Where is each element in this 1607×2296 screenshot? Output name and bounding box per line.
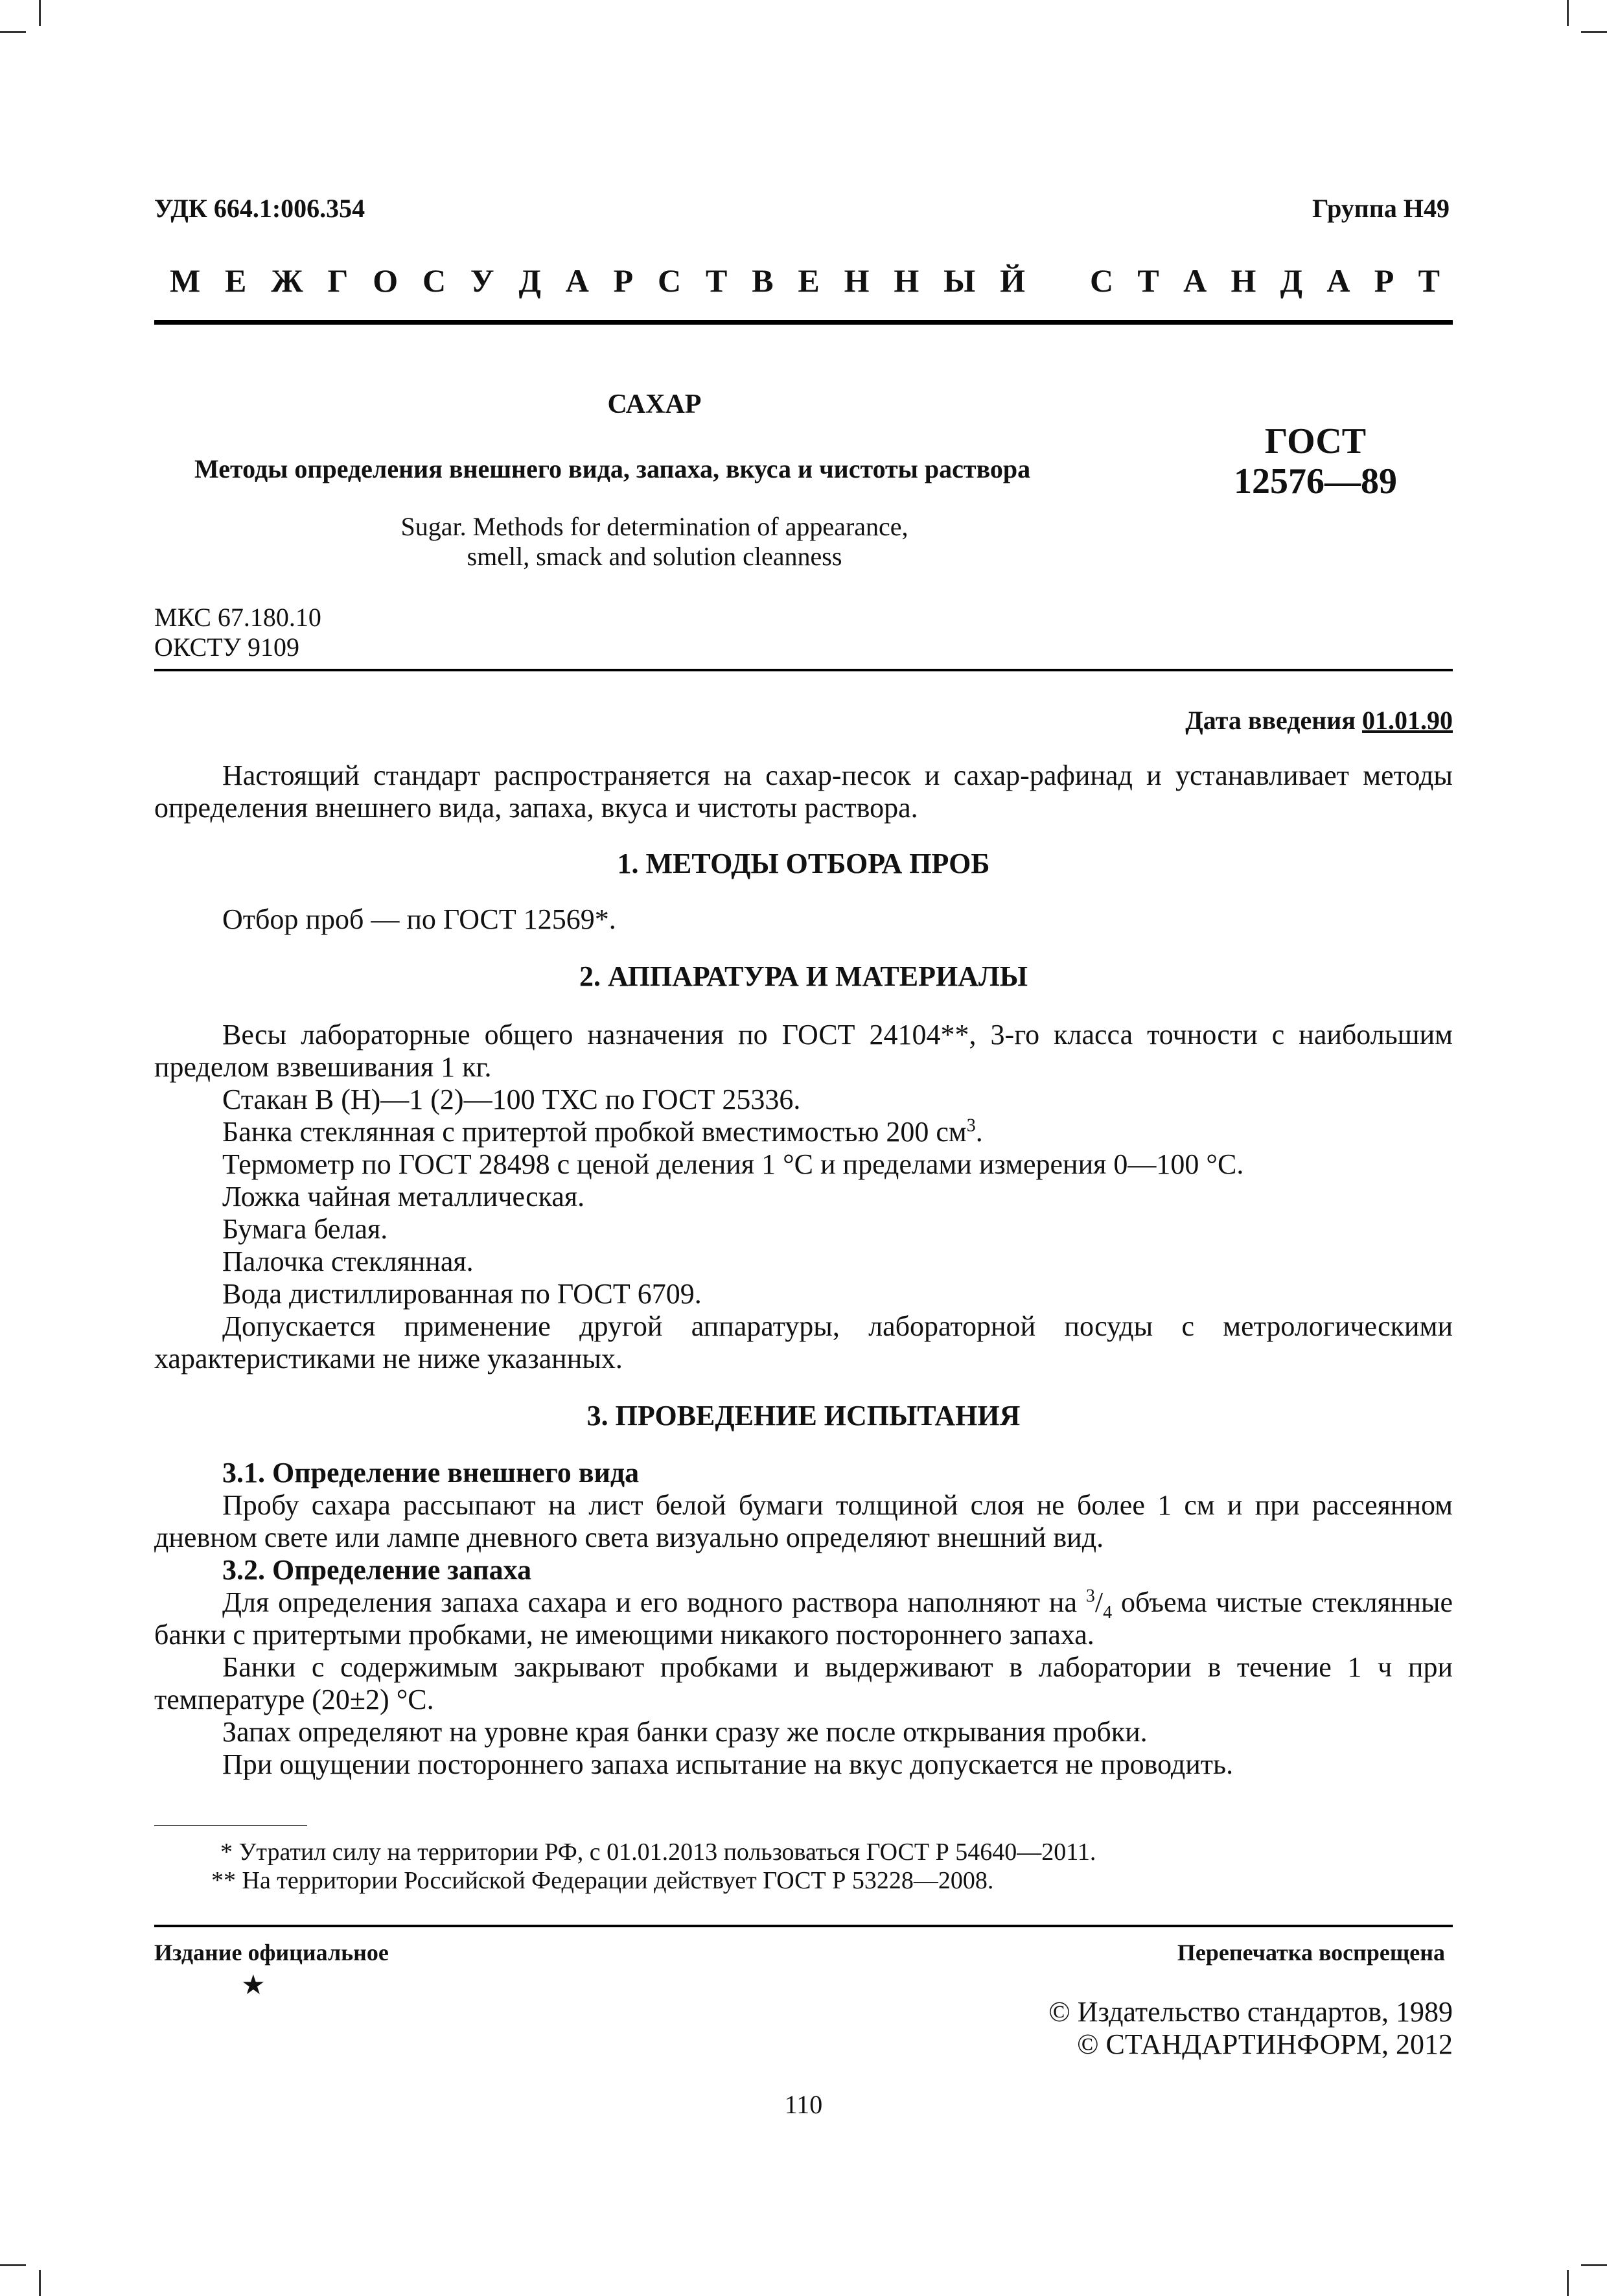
- smell-paragraph: Запах определяют на уровне края банки сразу же после открывания пробки.: [222, 1716, 1148, 1748]
- footnotes: [154, 1838, 1453, 1895]
- section-3-heading: 3. ПРОВЕДЕНИЕ ИСПЫТАНИЯ: [586, 1400, 1021, 1432]
- reprint-prohibited: Перепечатка воспрещена: [1177, 1940, 1445, 1966]
- subsection-3-1-text: Пробу сахара рассыпают на лист белой бумаги толщиной слоя не более 1 см и при рассеянном дневном свете или лампе дневного света визуально определяют внешний вид.: [154, 1489, 1453, 1553]
- section-1-text: Отбор проб — по ГОСТ 12569*.: [222, 903, 616, 935]
- gost-number: 12576—89: [1234, 461, 1397, 502]
- mks-code: МКС 67.180.10: [154, 603, 321, 632]
- intro-paragraph: Настоящий стандарт распространяется на сахар-песок и сахар-рафинад и устанавливает методы определения внешнего вида, запаха, вкуса и чистоты раствора.: [154, 760, 1453, 824]
- subsection-3-1-heading: 3.1. Определение внешнего вида: [222, 1457, 640, 1489]
- banner-word-2: С Т А Н Д А Р Т: [1090, 262, 1440, 299]
- equipment-item: Вода дистиллированная по ГОСТ 6709.: [222, 1278, 702, 1310]
- interstate-standard-banner: [170, 262, 1440, 299]
- equipment-item: Палочка стеклянная.: [222, 1246, 474, 1277]
- section-2-heading: 2. АППАРАТУРА И МАТЕРИАЛЫ: [579, 960, 1028, 992]
- equipment-item: Термометр по ГОСТ 28498 с ценой деления 1 °С и пределами измерения 0—100 °С.: [222, 1148, 1244, 1180]
- footnote-separator: [154, 1825, 307, 1826]
- group-code: Группа Н49: [1312, 194, 1450, 223]
- crop-mark: [39, 2270, 41, 2296]
- page-number: 110: [784, 2090, 823, 2119]
- document-title: САХАР: [607, 389, 702, 419]
- footnote-1: * Утратил силу на территории РФ, с 01.01.2013 пользоваться ГОСТ Р 54640—2011.: [220, 1838, 1096, 1866]
- okstu-code: ОКСТУ 9109: [154, 632, 300, 662]
- copyright-1: © Издательство стандартов, 1989: [1048, 1996, 1453, 2028]
- alternative-equipment-paragraph: Допускается применение другой аппаратуры, лабораторной посуды с метрологическими характеристиками не ниже указанных.: [154, 1310, 1453, 1374]
- section-1-heading: 1. МЕТОДЫ ОТБОРА ПРОБ: [617, 848, 990, 879]
- footnote-2: ** На территории Российской Федерации действует ГОСТ Р 53228—2008.: [211, 1867, 994, 1894]
- smell-paragraph: Банки с содержимым закрывают пробками и выдерживают в лаборатории в течение 1 ч при температуре (20±2) °С.: [154, 1651, 1453, 1715]
- classification-codes: [154, 603, 321, 662]
- document-body: [154, 760, 1453, 1781]
- udk-code: УДК 664.1:006.354: [154, 194, 365, 223]
- effective-date: [1185, 705, 1453, 736]
- equipment-item: Ложка чайная металлическая.: [222, 1181, 585, 1212]
- footer-rule: [154, 1925, 1453, 1927]
- crop-mark: [0, 31, 26, 33]
- crop-mark: [1581, 31, 1607, 33]
- subsection-3-2-heading: 3.2. Определение запаха: [222, 1554, 532, 1586]
- crop-mark: [1567, 0, 1569, 26]
- crop-mark: [1581, 2264, 1607, 2266]
- crop-mark: [1567, 2270, 1569, 2296]
- effective-date-value: 01.01.90: [1362, 706, 1453, 735]
- banner-rule: [154, 320, 1453, 325]
- scales-paragraph: Весы лабораторные общего назначения по ГОСТ 24104**, 3-го класса точности с наибольшим пределом взвешивания 1 кг.: [154, 1019, 1453, 1083]
- copyright-block: [1048, 1996, 1453, 2061]
- english-title: Sugar. Methods for determination of appearance, smell, smack and solution cleanness: [400, 512, 908, 571]
- smell-paragraph: Для определения запаха сахара и его водного раствора наполняют на $^3/_4$ объема чистые стеклянные банки с притертыми пробками, не имеющими никакого постороннего запаха.: [154, 1586, 1453, 1651]
- document-subtitle: Методы определения внешнего вида, запаха, вкуса и чистоты раствора: [194, 454, 1031, 483]
- equipment-item: Банка стеклянная с притертой пробкой вместимостью 200 $см^3$.: [222, 1115, 983, 1148]
- equipment-item: Стакан В (Н)—1 (2)—100 ТХС по ГОСТ 25336.: [222, 1084, 801, 1115]
- gost-designation: [1205, 421, 1426, 502]
- copyright-2: © СТАНДАРТИНФОРМ, 2012: [1077, 2028, 1453, 2060]
- crop-mark: [39, 0, 41, 26]
- crop-mark: [0, 2264, 26, 2266]
- official-edition: Издание официальное: [154, 1940, 389, 1966]
- equipment-item: Бумага белая.: [222, 1213, 388, 1245]
- banner-word-1: М Е Ж Г О С У Д А Р С Т В Е Н Н Ы Й: [170, 262, 1025, 299]
- gost-label: ГОСТ: [1264, 421, 1367, 461]
- star-icon: ★: [241, 1971, 266, 2000]
- classification-rule: [154, 669, 1453, 671]
- smell-paragraph: При ощущении постороннего запаха испытание на вкус допускается не проводить.: [222, 1748, 1234, 1780]
- effective-date-label: Дата введения: [1185, 706, 1356, 735]
